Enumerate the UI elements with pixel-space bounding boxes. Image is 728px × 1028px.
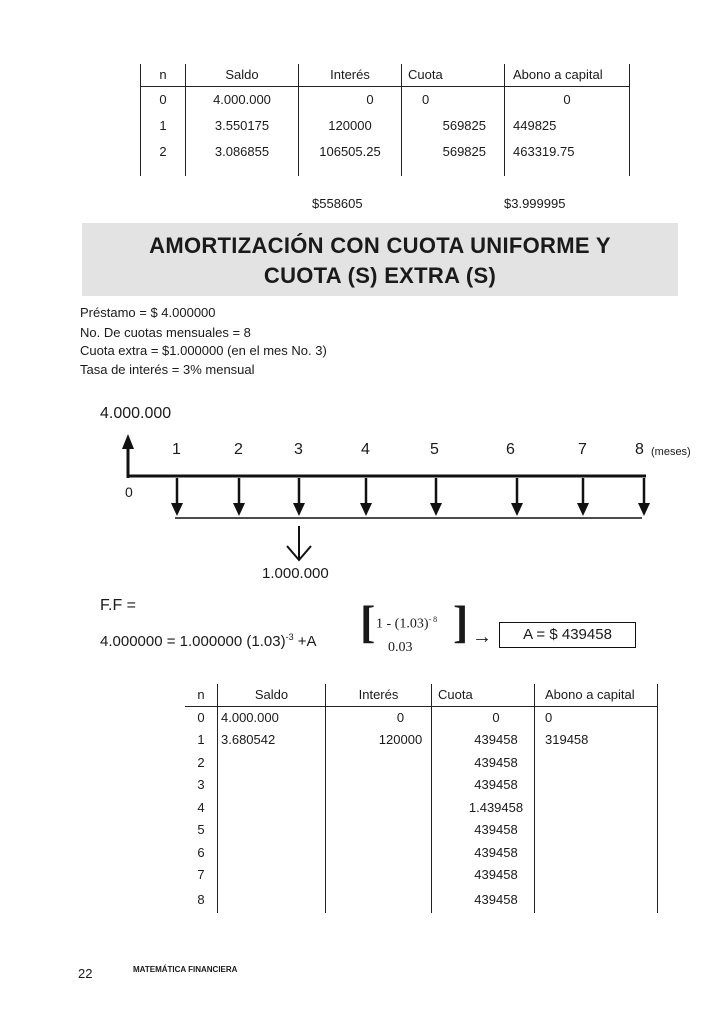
table-cell: 0 <box>326 706 432 729</box>
table-cell <box>535 774 658 797</box>
period-label: 7 <box>578 441 587 458</box>
table-cell: 439458 <box>432 864 535 887</box>
table-cell: 319458 <box>535 729 658 752</box>
table-cell <box>218 774 326 797</box>
table-cell <box>218 819 326 842</box>
table-cell: 3.550175 <box>186 112 299 138</box>
bracket-numerator-base: 1 - (1.03) <box>376 616 429 632</box>
equation-tail: +A <box>293 633 317 650</box>
table-cell: 4 <box>197 799 205 815</box>
table-cell: 4.000.000 <box>186 86 299 112</box>
table-row <box>185 864 658 887</box>
table-cell: 3.086855 <box>186 138 299 164</box>
table-cell: 0 <box>141 86 186 112</box>
table-cell: 1 <box>197 732 205 748</box>
table-cell: 463319.75 <box>505 138 630 164</box>
payment-arrow-2 <box>233 478 245 516</box>
table-cell: 439458 <box>432 886 535 913</box>
param-prestamo: Préstamo = $ 4.000000 <box>80 305 216 320</box>
column-header: Saldo <box>186 64 299 86</box>
table-cell: 8 <box>197 892 205 907</box>
table-cell: 0 <box>432 706 535 729</box>
result-box: A = $ 439458 <box>499 622 636 648</box>
table-cell: 2 <box>141 138 186 164</box>
table-cell: 6 <box>197 844 205 860</box>
payment-arrow-6 <box>511 478 523 516</box>
table-cell <box>218 841 326 864</box>
table-cell: 569825 <box>402 112 505 138</box>
column-header: Abono a capital <box>505 64 630 86</box>
bracket-denominator: 0.03 <box>388 640 413 655</box>
equation <box>100 632 317 650</box>
table-row <box>185 774 658 797</box>
table-cell: 0 <box>299 86 402 112</box>
extra-payment-label: 1.000.000 <box>262 565 329 582</box>
payment-arrow-5 <box>430 478 442 516</box>
period-label: 6 <box>506 441 515 458</box>
period-zero-label: 0 <box>125 484 133 500</box>
table-row <box>185 796 658 819</box>
period-unit-label: (meses) <box>651 446 691 458</box>
param-cuotas: No. De cuotas mensuales = 8 <box>80 325 251 340</box>
period-label: 1 <box>172 441 181 458</box>
table-cell: 120000 <box>299 112 402 138</box>
table-cell <box>535 886 658 913</box>
page-number: 22 <box>78 966 93 981</box>
section-title-line1: AMORTIZACIÓN CON CUOTA UNIFORME Y <box>149 233 611 258</box>
param-tasa: Tasa de interés = 3% mensual <box>80 362 255 377</box>
section-title-line2: CUOTA (S) EXTRA (S) <box>263 263 497 288</box>
table-cell: 439458 <box>432 729 535 752</box>
right-bracket: ] <box>453 596 469 647</box>
period-label: 3 <box>294 441 303 458</box>
implies-arrow-icon: → <box>472 626 492 648</box>
ff-label: F.F = <box>100 597 137 614</box>
column-header: Cuota <box>402 64 505 86</box>
column-header: n <box>141 64 186 86</box>
table-cell <box>535 841 658 864</box>
payment-arrow-4 <box>360 478 372 516</box>
table-cell: 569825 <box>402 138 505 164</box>
table-cell <box>535 819 658 842</box>
table-row <box>185 819 658 842</box>
table-row <box>185 841 658 864</box>
left-bracket: [ <box>360 596 376 647</box>
period-label: 8 <box>635 441 644 458</box>
total-cuota: $558605 <box>312 196 363 211</box>
table-cell: 106505.25 <box>299 138 402 164</box>
table-cell: 439458 <box>432 751 535 774</box>
payment-arrow-7 <box>577 478 589 516</box>
loan-amount-label: 4.000.000 <box>100 405 172 422</box>
table-cell <box>326 886 432 913</box>
table-cell: 0 <box>197 710 205 725</box>
table-cell <box>535 751 658 774</box>
payment-arrow-3 <box>293 478 305 516</box>
table-row <box>185 729 658 752</box>
table-cell: 439458 <box>432 774 535 797</box>
column-header: Interés <box>299 64 402 86</box>
table-cell: 7 <box>197 867 205 883</box>
bracket-numerator <box>376 615 437 633</box>
table-cell <box>326 819 432 842</box>
period-label: 5 <box>430 441 439 458</box>
bracket-numerator-exponent: - 8 <box>428 615 438 624</box>
table-cell: 0 <box>402 86 505 112</box>
table-cell <box>326 796 432 819</box>
table-cell: 3.680542 <box>218 729 326 752</box>
table-cell <box>535 864 658 887</box>
payment-arrow-1 <box>171 478 183 516</box>
table-cell: 439458 <box>432 841 535 864</box>
table-cell: 449825 <box>505 112 630 138</box>
equation-main: 4.000000 = 1.000000 (1.03) <box>100 633 286 650</box>
table-cell <box>218 886 326 913</box>
loan-up-arrow <box>122 434 134 478</box>
table-cell: 1 <box>141 112 186 138</box>
table-cell: 0 <box>505 86 630 112</box>
table-cell <box>535 796 658 819</box>
period-label: 2 <box>234 441 243 458</box>
equation-exponent: -3 <box>285 632 294 642</box>
table-row <box>185 886 658 913</box>
payment-arrow-8 <box>638 478 650 516</box>
table-cell: 1.439458 <box>432 796 535 819</box>
footer-title: MATEMÁTICA FINANCIERA <box>133 965 238 974</box>
table-row <box>185 751 658 774</box>
column-header: Cuota <box>432 684 535 706</box>
table-cell <box>218 751 326 774</box>
table-cell <box>326 841 432 864</box>
total-abono: $3.999995 <box>504 196 566 211</box>
period-label: 4 <box>361 441 370 458</box>
table-cell <box>218 864 326 887</box>
table-row <box>185 706 658 729</box>
param-cuota-extra: Cuota extra = $1.000000 (en el mes No. 3) <box>80 343 327 358</box>
table-cell: 5 <box>197 822 205 838</box>
table-cell <box>326 864 432 887</box>
table-cell <box>326 774 432 797</box>
column-header: Saldo <box>218 684 326 706</box>
table-cell <box>326 751 432 774</box>
amortization-table-2 <box>185 684 658 913</box>
extra-payment-arrow <box>287 526 311 560</box>
column-header: Abono a capital <box>535 684 658 706</box>
column-header: Interés <box>326 684 432 706</box>
table-cell: 4.000.000 <box>218 706 326 729</box>
table-cell: 439458 <box>432 819 535 842</box>
table-cell: 2 <box>197 754 205 770</box>
table-cell: 0 <box>535 706 658 729</box>
table-cell: 3 <box>197 777 205 793</box>
column-header: n <box>185 684 218 706</box>
table-cell <box>218 796 326 819</box>
table-cell: 120000 <box>326 729 432 752</box>
